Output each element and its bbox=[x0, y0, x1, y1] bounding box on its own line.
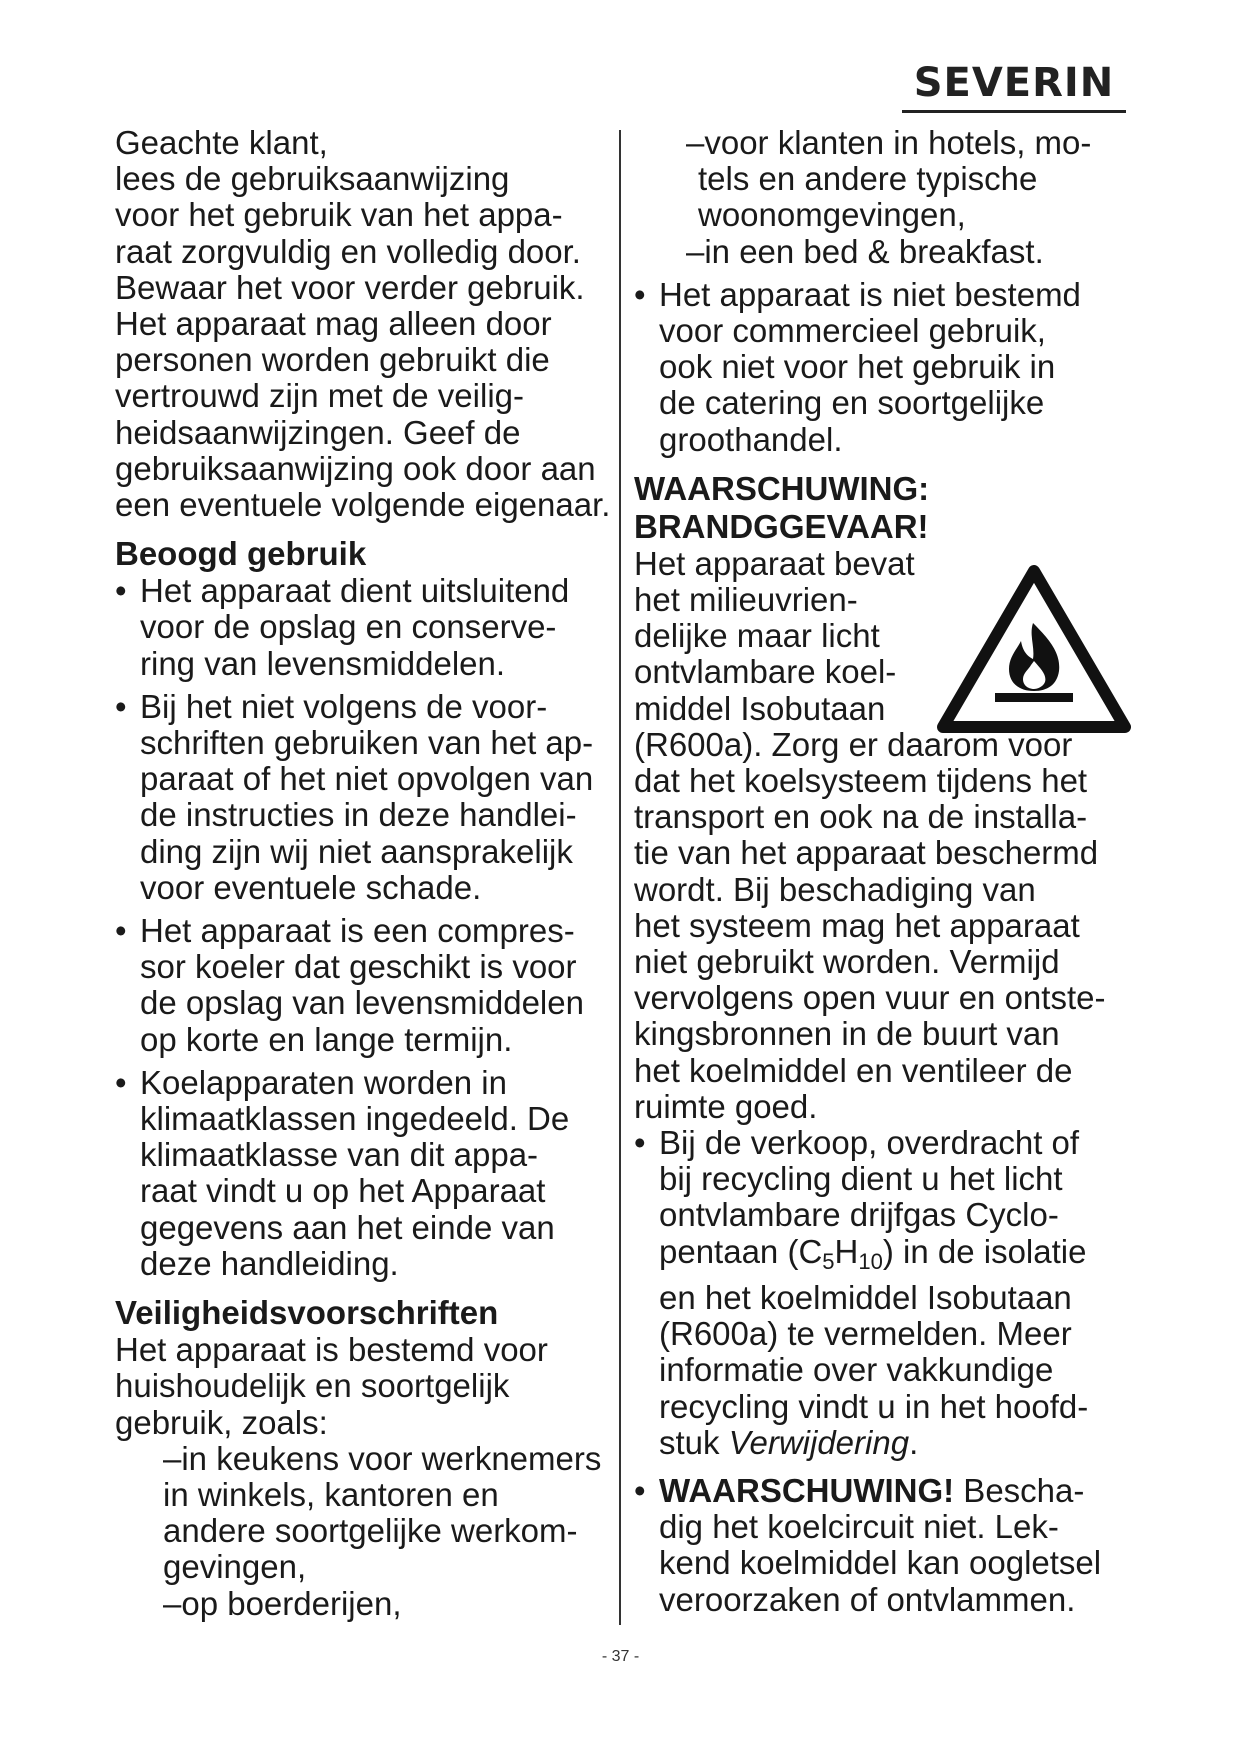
text-line: het systeem mag het apparaat bbox=[634, 906, 1080, 944]
text-line: in winkels, kantoren en bbox=[163, 1475, 499, 1513]
text-line: Het apparaat mag alleen door bbox=[115, 305, 552, 343]
text-line: de instructies in deze handlei- bbox=[140, 796, 577, 834]
text-line: ook niet voor het gebruik in bbox=[659, 348, 1056, 386]
intro-paragraph bbox=[115, 161, 620, 523]
greeting: Geachte klant, bbox=[115, 124, 328, 161]
text-fragment: stuk bbox=[659, 1423, 729, 1461]
safety-intro bbox=[115, 1332, 620, 1441]
bullet-icon: • bbox=[634, 1124, 646, 1162]
text-line: WAARSCHUWING: bbox=[634, 469, 930, 507]
text-fragment: Bescha- bbox=[954, 1471, 1085, 1509]
text-line: ding zijn wij niet aansprakelijk bbox=[140, 832, 573, 870]
list-item bbox=[634, 277, 1134, 458]
text-line: Bewaar het voor verder gebruik. bbox=[115, 268, 585, 306]
text-line: (R600a). Zorg er daarom voor bbox=[634, 725, 1073, 763]
bullet-icon: • bbox=[634, 275, 646, 313]
section-heading-safety: Veiligheidsvoorschriften bbox=[115, 1294, 499, 1332]
text-line: niet gebruikt worden. Vermijd bbox=[634, 943, 1060, 981]
text-line: kend koelmiddel kan oogletsel bbox=[659, 1544, 1102, 1582]
text-line: vervolgens open vuur en ontste- bbox=[634, 979, 1106, 1017]
text-line: personen worden gebruikt die bbox=[115, 341, 550, 379]
text-line: delijke maar licht bbox=[634, 617, 880, 655]
formula-text: ) in de isolatie bbox=[882, 1232, 1087, 1270]
text-line: het koelmiddel en ventileer de bbox=[634, 1051, 1073, 1089]
text-line: Het apparaat dient uitsluitend bbox=[140, 572, 570, 610]
formula-line bbox=[659, 1234, 1134, 1280]
text-line: klimaatklasse van dit appa- bbox=[140, 1136, 539, 1174]
text-line: –in keukens voor werknemers bbox=[163, 1439, 602, 1477]
bullet-icon: • bbox=[115, 572, 127, 610]
use-list-hotels bbox=[634, 125, 1134, 234]
text-line: middel Isobutaan bbox=[634, 689, 886, 727]
text-line: ring van levensmiddelen. bbox=[140, 644, 506, 682]
formula-subscript: 10 bbox=[858, 1248, 883, 1274]
section-heading-intended-use: Beoogd gebruik bbox=[115, 535, 367, 573]
text-line: Bij de verkoop, overdracht of bbox=[659, 1124, 1080, 1162]
text-line: bij recycling dient u het licht bbox=[659, 1160, 1063, 1198]
chapter-name: Verwijdering bbox=[728, 1423, 910, 1461]
text-line: dat het koelsysteem tijdens het bbox=[634, 762, 1088, 800]
text-line: heidsaanwijzingen. Geef de bbox=[115, 413, 521, 451]
text-line: kingsbronnen in de buurt van bbox=[634, 1015, 1060, 1053]
text-line: transport en ook na de installa- bbox=[634, 798, 1088, 836]
text-line: voor commercieel gebruik, bbox=[659, 312, 1046, 350]
text-line: recycling vindt u in het hoofd- bbox=[659, 1387, 1089, 1425]
text-line: Het apparaat is een compres- bbox=[140, 912, 575, 950]
use-list-kitchens bbox=[115, 1441, 620, 1586]
text-line: gevingen, bbox=[163, 1548, 307, 1586]
text-line: veroorzaken of ontvlammen. bbox=[659, 1580, 1076, 1618]
text-line: deze handleiding. bbox=[140, 1244, 399, 1282]
text-line: informatie over vakkundige bbox=[659, 1351, 1054, 1389]
warning-label: WAARSCHUWING! bbox=[659, 1471, 955, 1509]
text-line: klimaatklassen ingedeeld. De bbox=[140, 1100, 570, 1138]
text-line: –in een bed & breakfast. bbox=[686, 232, 1044, 270]
brand-logo: SEVERIN bbox=[902, 62, 1126, 113]
bullet-icon: • bbox=[115, 912, 127, 950]
text-line: BRANDGGEVAAR! bbox=[634, 507, 929, 545]
list-item bbox=[115, 573, 620, 682]
list-item bbox=[634, 1473, 1134, 1618]
text-line: en het koelmiddel Isobutaan bbox=[659, 1278, 1072, 1316]
text-line: voor het gebruik van het appa- bbox=[115, 196, 563, 234]
page-number: - 37 - bbox=[601, 1648, 640, 1665]
text-line: andere soortgelijke werkom- bbox=[163, 1512, 578, 1550]
text-line: paraat of het niet opvolgen van bbox=[140, 760, 594, 798]
text-line: huishoudelijk en soortgelijk bbox=[115, 1367, 510, 1405]
text-line: dig het koelcircuit niet. Lek- bbox=[659, 1508, 1059, 1546]
list-item bbox=[634, 1125, 1134, 1461]
text-line: Het apparaat is niet bestemd bbox=[659, 275, 1081, 313]
text-line: de opslag van levensmiddelen bbox=[140, 984, 584, 1022]
use-list-bnb bbox=[634, 234, 1134, 270]
text-line: voor eventuele schade. bbox=[140, 868, 482, 906]
text-line: Koelapparaten worden in bbox=[140, 1063, 507, 1101]
text-line: (R600a) te vermelden. Meer bbox=[659, 1315, 1072, 1353]
chapter-reference-line bbox=[659, 1425, 1134, 1461]
text-line: ontvlambare koel- bbox=[634, 653, 897, 691]
text-line: gebruiksaanwijzing ook door aan bbox=[115, 449, 596, 487]
text-line: groothandel. bbox=[659, 420, 843, 458]
text-line: woonomgevingen, bbox=[698, 196, 966, 234]
text-line: vertrouwd zijn met de veilig- bbox=[115, 377, 524, 415]
text-line: –voor klanten in hotels, mo- bbox=[686, 124, 1092, 161]
text-line: raat zorgvuldig en volledig door. bbox=[115, 232, 581, 270]
warning2-first-line bbox=[659, 1473, 1134, 1509]
text-fragment: . bbox=[909, 1423, 919, 1461]
list-item bbox=[115, 1065, 620, 1282]
text-line: –op boerderijen, bbox=[163, 1584, 402, 1622]
right-column bbox=[634, 125, 1134, 1618]
flammable-warning-icon bbox=[937, 565, 1131, 735]
text-line: voor de opslag en conserve- bbox=[140, 608, 557, 646]
text-line: raat vindt u op het Apparaat bbox=[140, 1172, 546, 1210]
list-item bbox=[115, 689, 620, 906]
formula-subscript: 5 bbox=[822, 1248, 835, 1274]
text-line: ontvlambare drijfgas Cyclo- bbox=[659, 1196, 1059, 1234]
text-line: het milieuvrien- bbox=[634, 581, 858, 619]
text-line: ruimte goed. bbox=[634, 1087, 818, 1125]
text-line: een eventuele volgende eigenaar. bbox=[115, 486, 611, 524]
text-line: wordt. Bij beschadiging van bbox=[634, 870, 1036, 908]
text-line: sor koeler dat geschikt is voor bbox=[140, 948, 577, 986]
bullet-icon: • bbox=[115, 1063, 127, 1101]
use-list-farms bbox=[115, 1586, 620, 1622]
list-item bbox=[115, 913, 620, 1058]
bullet-icon: • bbox=[115, 687, 127, 725]
text-line: tie van het apparaat beschermd bbox=[634, 834, 1099, 872]
text-line: Het apparaat is bestemd voor bbox=[115, 1331, 548, 1369]
bullet-icon: • bbox=[634, 1471, 646, 1509]
formula-text: pentaan (C bbox=[659, 1232, 823, 1270]
text-line: tels en andere typische bbox=[698, 160, 1038, 198]
formula-text: H bbox=[834, 1232, 859, 1270]
text-line: op korte en lange termijn. bbox=[140, 1020, 513, 1058]
text-line: Het apparaat bevat bbox=[634, 544, 915, 582]
text-line: Bij het niet volgens de voor- bbox=[140, 687, 548, 725]
text-line: schriften gebruiken van het ap- bbox=[140, 724, 594, 762]
text-line: lees de gebruiksaanwijzing bbox=[115, 160, 510, 198]
text-line: gebruik, zoals: bbox=[115, 1403, 328, 1441]
warning-heading bbox=[634, 470, 1134, 546]
text-line: de catering en soortgelijke bbox=[659, 384, 1045, 422]
text-line: gegevens aan het einde van bbox=[140, 1208, 555, 1246]
left-column bbox=[115, 125, 620, 1622]
